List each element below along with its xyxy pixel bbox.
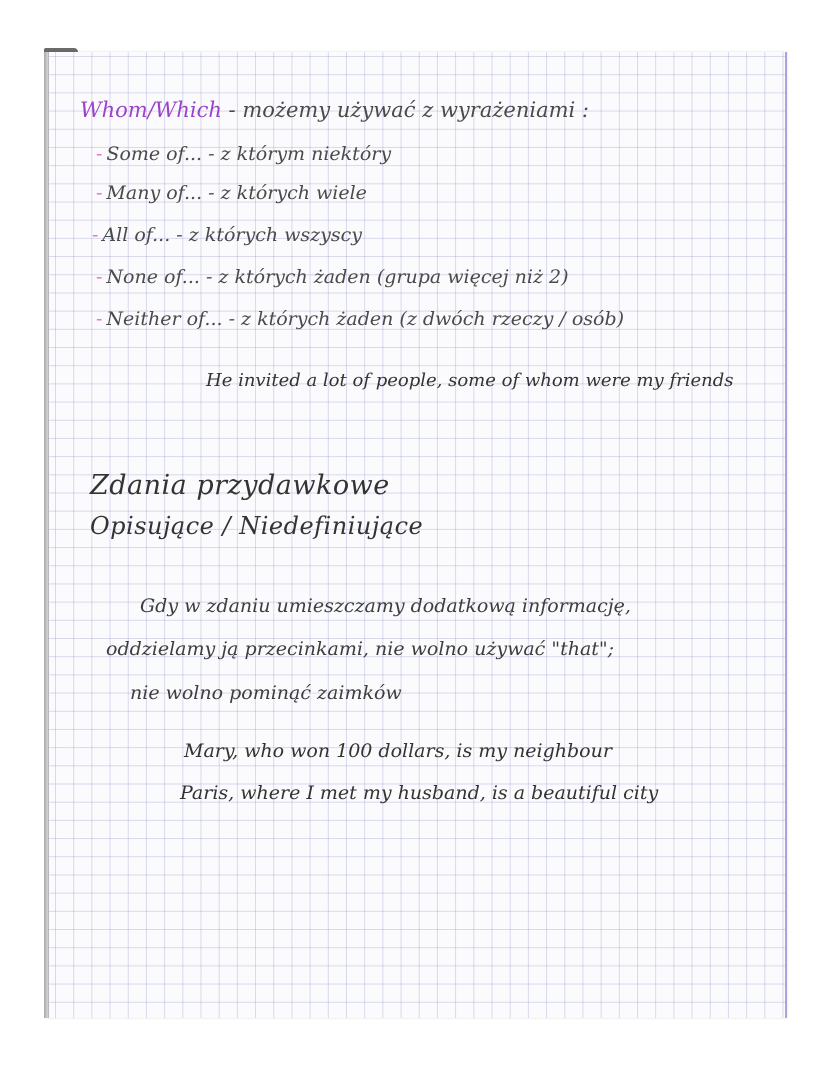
expression-item [96,184,367,203]
bullet-dash-icon: - [92,224,99,246]
bullet-dash-icon: - [96,143,103,165]
rule-line: nie wolno pominąć zaimków [130,682,402,704]
expression-meaning: - z którym niektóry [208,143,392,165]
intro-line [80,100,589,121]
expression-phrase: All of... [102,224,177,246]
expression-item [92,226,362,245]
intro-term: Whom/Which [80,98,222,122]
bullet-dash-icon: - [96,266,103,288]
expression-phrase: Neither of... [106,308,229,330]
expression-phrase: Some of... [106,143,209,165]
example-sentence: Paris, where I met my husband, is a beautiful city [180,782,659,804]
expression-phrase: None of... [106,266,206,288]
section-title: Zdania przydawkowe [90,470,390,501]
expression-meaning: - z których wiele [208,182,367,204]
rule-line: Gdy w zdaniu umieszczamy dodatkową informację, [140,595,631,617]
bullet-dash-icon: - [96,182,103,204]
section-subtitle: Opisujące / Niedefiniujące [90,512,424,540]
example-sentence: He invited a lot of people, some of whom were my friends [206,370,734,391]
rule-line: oddzielamy ją przecinkami, nie wolno używać "that"; [106,638,615,660]
expression-item [96,145,391,164]
expression-item [96,268,569,287]
expression-meaning: - z których wszyscy [176,224,363,246]
example-sentence: Mary, who won 100 dollars, is my neighbour [184,740,612,762]
expression-meaning: - z których żaden (z dwóch rzeczy / osób) [228,308,625,330]
expression-meaning: - z których żaden (grupa więcej niż 2) [205,266,569,288]
bullet-dash-icon: - [96,308,103,330]
sheet-edge [44,52,48,1018]
intro-rest: - możemy używać z wyrażeniami : [228,98,589,122]
expression-item [96,310,624,329]
expression-phrase: Many of... [106,182,209,204]
